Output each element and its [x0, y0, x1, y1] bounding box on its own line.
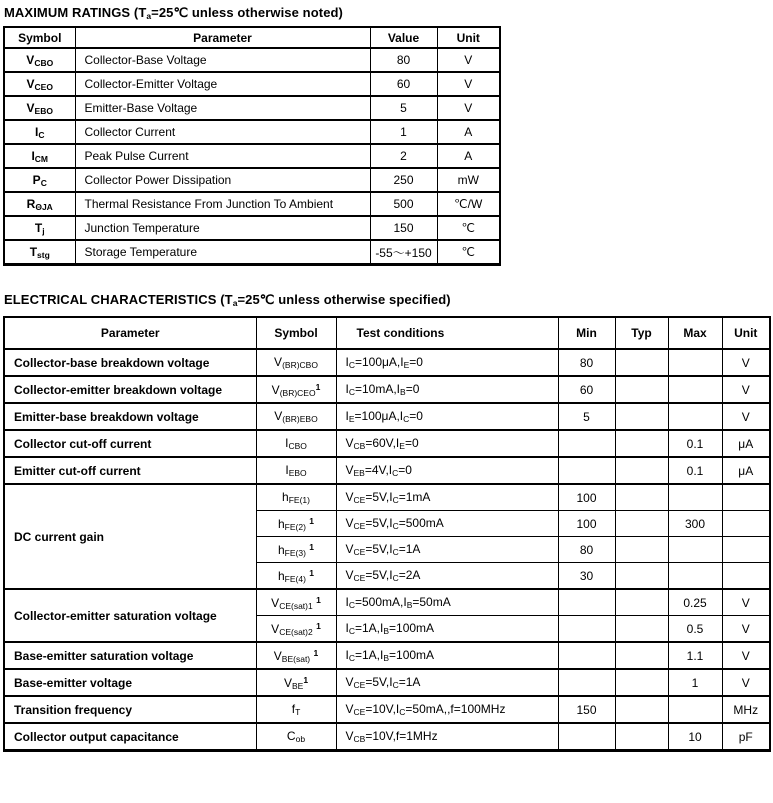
min-cell: [558, 642, 615, 669]
min-cell: [558, 723, 615, 751]
max-cell: [668, 563, 722, 590]
typ-cell: [615, 537, 668, 563]
electrical-characteristics-title: ELECTRICAL CHARACTERISTICS ($T_a=25℃$ unless otherwise specified): [4, 292, 451, 308]
test-conditions-cell: $V_{CB}=10V,f=1MHz$: [336, 723, 558, 751]
max-cell: 1.1: [668, 642, 722, 669]
parameter-cell: Collector Power Dissipation: [75, 168, 370, 192]
unit-cell: [722, 484, 770, 511]
unit-cell: μA: [722, 457, 770, 484]
column-header-max: Max: [668, 317, 722, 349]
typ-cell: [615, 563, 668, 590]
unit-cell: μA: [722, 430, 770, 457]
table-row: [4, 403, 770, 430]
table-row: [4, 192, 500, 216]
table-row: [4, 216, 500, 240]
parameter-cell: Thermal Resistance From Junction To Ambient: [75, 192, 370, 216]
min-cell: [558, 616, 615, 643]
unit-cell: A: [437, 120, 500, 144]
parameter-cell: Collector Current: [75, 120, 370, 144]
symbol-cell: $h_{FE(2)}$ $^1$: [256, 511, 336, 537]
unit-cell: [722, 511, 770, 537]
max-cell: 0.25: [668, 589, 722, 616]
unit-cell: V: [722, 642, 770, 669]
max-cell: [668, 484, 722, 511]
symbol-cell: $h_{FE(3)}$ $^1$: [256, 537, 336, 563]
parameter-cell: Base-emitter saturation voltage: [4, 642, 256, 669]
value-cell: 250: [370, 168, 437, 192]
test-conditions-cell: $I_E=100\mu A,I_C=0$: [336, 403, 558, 430]
parameter-cell: Storage Temperature: [75, 240, 370, 265]
typ-cell: [615, 723, 668, 751]
unit-cell: V: [437, 48, 500, 72]
min-cell: 100: [558, 511, 615, 537]
value-cell: 1: [370, 120, 437, 144]
unit-cell: V: [722, 376, 770, 403]
header-row: [4, 317, 770, 349]
test-conditions-cell: $V_{CB}=60V,I_E=0$: [336, 430, 558, 457]
typ-cell: [615, 589, 668, 616]
min-cell: 5: [558, 403, 615, 430]
test-conditions-cell: $V_{CE}=5V,I_C=2A$: [336, 563, 558, 590]
parameter-cell: Transition frequency: [4, 696, 256, 723]
column-header-unit: Unit: [722, 317, 770, 349]
parameter-cell: Peak Pulse Current: [75, 144, 370, 168]
min-cell: 150: [558, 696, 615, 723]
table-row: [4, 696, 770, 723]
symbol-cell: $I_{CBO}$: [256, 430, 336, 457]
typ-cell: [615, 642, 668, 669]
table-row: [4, 642, 770, 669]
parameter-cell: Collector output capacitance: [4, 723, 256, 751]
parameter-cell: DC current gain: [4, 484, 256, 589]
typ-cell: [615, 616, 668, 643]
electrical-characteristics-table: [3, 316, 771, 752]
parameter-cell: Collector-emitter breakdown voltage: [4, 376, 256, 403]
parameter-cell: Collector-emitter saturation voltage: [4, 589, 256, 642]
value-cell: 60: [370, 72, 437, 96]
unit-cell: pF: [722, 723, 770, 751]
typ-cell: [615, 376, 668, 403]
max-ratings-section: [3, 5, 773, 266]
table-row: [4, 376, 770, 403]
symbol-cell: $V_{(BR)EBO}$: [256, 403, 336, 430]
symbol-cell: $f_T$: [256, 696, 336, 723]
value-cell: -55～+150: [370, 240, 437, 265]
symbol-cell: $I_{CM}$: [4, 144, 75, 168]
typ-cell: [615, 669, 668, 696]
parameter-cell: Emitter cut-off current: [4, 457, 256, 484]
unit-cell: [722, 563, 770, 590]
min-cell: 100: [558, 484, 615, 511]
value-cell: 500: [370, 192, 437, 216]
max-ratings-title: MAXIMUM RATINGS ($T_a=25℃$ unless otherwise noted): [4, 5, 343, 21]
parameter-cell: Junction Temperature: [75, 216, 370, 240]
symbol-cell: $V_{CE(sat)2}$ $^1$: [256, 616, 336, 643]
test-conditions-cell: $I_C=100\mu A,I_E=0$: [336, 349, 558, 376]
parameter-cell: Collector-base breakdown voltage: [4, 349, 256, 376]
symbol-cell: $V_{CBO}$: [4, 48, 75, 72]
electrical-characteristics-section: [3, 292, 773, 752]
parameter-cell: Collector cut-off current: [4, 430, 256, 457]
table-row: [4, 457, 770, 484]
unit-cell: V: [437, 96, 500, 120]
symbol-cell: $I_{EBO}$: [256, 457, 336, 484]
unit-cell: V: [722, 349, 770, 376]
typ-cell: [615, 696, 668, 723]
unit-cell: ℃: [437, 216, 500, 240]
table-row: [4, 589, 770, 616]
parameter-cell: Collector-Base Voltage: [75, 48, 370, 72]
value-cell: 80: [370, 48, 437, 72]
unit-cell: mW: [437, 168, 500, 192]
min-cell: 80: [558, 537, 615, 563]
symbol-cell: $V_{BE(sat)}$ $^1$: [256, 642, 336, 669]
table-row: [4, 96, 500, 120]
test-conditions-cell: $V_{CE}=10V,I_C=50mA,,f=100MHz$: [336, 696, 558, 723]
column-header-typ: Typ: [615, 317, 668, 349]
test-conditions-cell: $V_{CE}=5V,I_C=1mA$: [336, 484, 558, 511]
typ-cell: [615, 430, 668, 457]
min-cell: [558, 457, 615, 484]
typ-cell: [615, 349, 668, 376]
unit-cell: ℃: [437, 240, 500, 265]
max-cell: 0.1: [668, 457, 722, 484]
typ-cell: [615, 484, 668, 511]
typ-cell: [615, 457, 668, 484]
symbol-cell: $P_C$: [4, 168, 75, 192]
min-cell: [558, 669, 615, 696]
unit-cell: [722, 537, 770, 563]
max-cell: 0.1: [668, 430, 722, 457]
value-cell: 2: [370, 144, 437, 168]
table-row: [4, 120, 500, 144]
max-cell: [668, 403, 722, 430]
unit-cell: V: [722, 669, 770, 696]
symbol-cell: $T_j$: [4, 216, 75, 240]
table-row: [4, 349, 770, 376]
column-header-parameter: Parameter: [4, 317, 256, 349]
test-conditions-cell: $I_C=500mA,I_B=50mA$: [336, 589, 558, 616]
typ-cell: [615, 511, 668, 537]
unit-cell: V: [437, 72, 500, 96]
column-header-symbol: Symbol: [256, 317, 336, 349]
min-cell: 30: [558, 563, 615, 590]
test-conditions-cell: $V_{CE}=5V,I_C=1A$: [336, 669, 558, 696]
unit-cell: V: [722, 589, 770, 616]
value-cell: 150: [370, 216, 437, 240]
table-row: [4, 430, 770, 457]
max-cell: [668, 696, 722, 723]
min-cell: [558, 589, 615, 616]
unit-cell: MHz: [722, 696, 770, 723]
unit-cell: A: [437, 144, 500, 168]
max-cell: 1: [668, 669, 722, 696]
test-conditions-cell: $I_C=10mA,I_B=0$: [336, 376, 558, 403]
symbol-cell: $R_{\Theta JA}$: [4, 192, 75, 216]
symbol-cell: $V_{(BR)CBO}$: [256, 349, 336, 376]
min-cell: 80: [558, 349, 615, 376]
table-row: [4, 48, 500, 72]
header-row: [4, 27, 500, 48]
table-row: [4, 144, 500, 168]
test-conditions-cell: $V_{EB}=4V,I_C=0$: [336, 457, 558, 484]
parameter-cell: Emitter-Base Voltage: [75, 96, 370, 120]
unit-cell: ℃/W: [437, 192, 500, 216]
symbol-cell: $V_{CEO}$: [4, 72, 75, 96]
test-conditions-cell: $I_C=1A,I_B=100mA$: [336, 616, 558, 643]
column-header-test-conditions: Test conditions: [336, 317, 558, 349]
max-cell: 0.5: [668, 616, 722, 643]
unit-cell: V: [722, 616, 770, 643]
max-ratings-table: [3, 26, 501, 266]
table-row: [4, 484, 770, 511]
min-cell: [558, 430, 615, 457]
column-header-symbol: Symbol: [4, 27, 75, 48]
column-header-parameter: Parameter: [75, 27, 370, 48]
min-cell: 60: [558, 376, 615, 403]
max-cell: [668, 349, 722, 376]
test-conditions-cell: $I_C=1A,I_B=100mA$: [336, 642, 558, 669]
table-row: [4, 723, 770, 751]
symbol-cell: $V_{(BR)CEO}^1$: [256, 376, 336, 403]
column-header-min: Min: [558, 317, 615, 349]
max-cell: 300: [668, 511, 722, 537]
max-cell: [668, 537, 722, 563]
test-conditions-cell: $V_{CE}=5V,I_C=1A$: [336, 537, 558, 563]
symbol-cell: $V_{CE(sat)1}$ $^1$: [256, 589, 336, 616]
symbol-cell: $h_{FE(1)}$: [256, 484, 336, 511]
symbol-cell: $h_{FE(4)}$ $^1$: [256, 563, 336, 590]
symbol-cell: $V_{EBO}$: [4, 96, 75, 120]
table-row: [4, 669, 770, 696]
symbol-cell: $T_{stg}$: [4, 240, 75, 265]
symbol-cell: $I_C$: [4, 120, 75, 144]
parameter-cell: Emitter-base breakdown voltage: [4, 403, 256, 430]
parameter-cell: Collector-Emitter Voltage: [75, 72, 370, 96]
table-row: [4, 168, 500, 192]
symbol-cell: $C_{ob}$: [256, 723, 336, 751]
column-header-value: Value: [370, 27, 437, 48]
table-row: [4, 240, 500, 265]
column-header-unit: Unit: [437, 27, 500, 48]
table-row: [4, 72, 500, 96]
typ-cell: [615, 403, 668, 430]
unit-cell: V: [722, 403, 770, 430]
max-cell: 10: [668, 723, 722, 751]
parameter-cell: Base-emitter voltage: [4, 669, 256, 696]
value-cell: 5: [370, 96, 437, 120]
test-conditions-cell: $V_{CE}=5V,I_C=500mA$: [336, 511, 558, 537]
symbol-cell: $V_{BE}^1$: [256, 669, 336, 696]
max-cell: [668, 376, 722, 403]
